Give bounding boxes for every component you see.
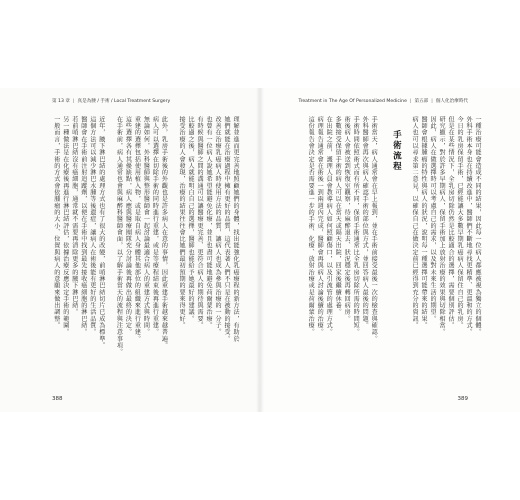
left-chapter-title: 真是為腰 / 手術 / Local Treatment Surgery [77, 99, 171, 104]
text-column [169, 116, 175, 364]
text-column: 理解並進而更完善地照顧她們的身體，找出能強化乳癌療程的新方法，有助於 [232, 116, 239, 343]
right-page [260, 88, 520, 412]
right-part-number: 第五部 [414, 99, 429, 104]
left-text-block [48, 116, 238, 364]
text-column: 重建的選擇包括使用植入物，或是取自病人身體其他部位的組織來進行重建。 [133, 116, 141, 343]
left-page-number: 388 [52, 396, 63, 402]
text-column: 比較過之後，病人就能明白自己的選擇，醫師也能給予她最好的建議。 [187, 116, 194, 323]
book-spread [0, 88, 520, 412]
text-column: 醫師會根據腫瘤的特性與病人的狀況，說明每一種選擇可能帶來的結果。 [420, 116, 427, 329]
section-heading: 手術流程 [391, 130, 402, 172]
text-column: 手術當天，病人通常會在早上報到，並在手術前接受最後一次的檢查與確認。 [370, 116, 378, 343]
right-text-block [284, 116, 480, 364]
text-column: 一種治療可能會造成不同的結果，因此每一位病人都應被視為獨立的個體。 [474, 116, 481, 336]
text-column: 病人也可以尋求第二意見，以確保自己在做決定前已經得到充分的資訊。 [411, 116, 418, 329]
text-column: 一般而言，手術的方式會依腫瘤的大小、位置與病人的意願來做出調整。 [52, 116, 60, 329]
text-column: 近年，腋下淋巴結的處理方式也有了很大的改變，前哨淋巴結切片已成為標準。 [97, 116, 105, 349]
text-column: 病人可以選擇在切除手術的同時進行重建，或是等療程結束後再進行重建。 [151, 116, 159, 336]
text-column: 無論如何，外科醫師與整形醫師會一起討論最適合病人的重建方式與時間。 [142, 116, 150, 336]
right-book-title: Treatment in The Age Of Personalized Medicine [298, 99, 407, 104]
text-column: 今日的乳房保留手術，已經能讓大多數早期乳癌病人保留住自己的乳房。 [456, 116, 463, 329]
text-column: 若前哨淋巴結沒有癌細胞，通常就不需要再清除更多的腋下淋巴結。 [70, 116, 78, 316]
text-column: 因此，病人在做選擇時可以考慮自己的需求，以及對未來生活的期望。 [429, 116, 436, 323]
text-column: 也曾有一位病人說她希望能避免化療，並且也盡可能地避免荷爾蒙治療。 [205, 116, 212, 329]
text-column: 接受治療的人會發現，治療的結果往往會比她們最初預期的要來得更好。 [178, 116, 185, 329]
book-gutter [256, 88, 264, 412]
text-column: 有時候與醫師之間的溝通可以讓醫療更完善、更符合病人的期待與需要。 [196, 116, 203, 329]
text-column: 在出院之前，護理人員會教導病人如何照顧傷口，以及引流管的處理方式。 [325, 116, 333, 336]
right-page-number: 389 [457, 396, 468, 402]
text-column: 這份報告會決定是否需要進一步的手術、化療、放射治療或是荷爾蒙治療。 [307, 116, 315, 336]
text-column: 在手術前，病人通常也會與麻醉科醫師會面，以了解手術當天的流程與注意事項。 [115, 116, 123, 356]
text-column: 手術時間依照術式而有所不同，保留手術通常比全乳房切除所需的時間短。 [352, 116, 360, 336]
text-column [379, 116, 385, 364]
text-column: 改善在治療乳癌病人時使用方法的品質，讓病人也成為參與治療的一分子。 [214, 116, 221, 336]
text-column [402, 116, 408, 364]
text-column: 多數接受保留手術的病人可以在當天或隔天出院，回家後繼續休養。 [334, 116, 342, 316]
right-part-title: 個人化治療時代 [435, 99, 468, 104]
text-column: 但是在某些情況下，全乳房切除仍然是比較適合的選擇，需要個別評估。 [447, 116, 454, 329]
left-running-header: 第 13 章 | 真是為腰 / 手術 / Local Treatment Surgery [52, 99, 171, 104]
text-column: 另一種做法是在化療後再進行淋巴結評估，依據治療反應決定手術的範圍。 [61, 116, 69, 336]
text-column: 外科醫師會再次與病人確認手術的部位與方式，並回答病人最後的問題。 [361, 116, 369, 329]
left-page [0, 88, 260, 412]
text-column: 她們就能在治療過程中擁有更好的品質，這代表著人們不只是在被動的接受。 [223, 116, 230, 343]
text-column: 這個方法可以減少淋巴水腫等後遺症，讓病人在術後能有更好的生活品質。 [88, 116, 96, 336]
text-column: 外科手術本身也在持續改進中，醫師們不斷地尋找更精準、更溫和的方式。 [465, 116, 472, 336]
text-column: 這些選擇各有其優缺點，病人應與醫療團隊充分討論後再做出最終的決定。 [124, 116, 132, 336]
right-running-header: Treatment in The Age Of Personalized Medicine | 第五部 | 個人化治療時代 [298, 99, 468, 104]
text-column [106, 116, 112, 364]
text-column: 醫師會在手術前注射追蹤劑，以便在手術中找到最先接收癌細胞的淋巴結。 [79, 116, 87, 336]
text-column: 術後病人會被送到恢復室觀察，待麻醉退去、狀況穩定後再轉回病房。 [343, 116, 351, 323]
text-column: 此外，乳房手術後的外觀也是許多病人在意的事情，因此重建手術越來越普遍。 [160, 116, 168, 349]
left-chapter-number: 第 13 章 [52, 99, 70, 104]
text-column: 研究顯示，對於許多早期病人，保留手術加上放射治療的效果與切除相當。 [438, 116, 445, 336]
text-column: 病理報告通常會在術後一到兩週內完成，醫師會再與病人討論後續的治療。 [316, 116, 324, 336]
